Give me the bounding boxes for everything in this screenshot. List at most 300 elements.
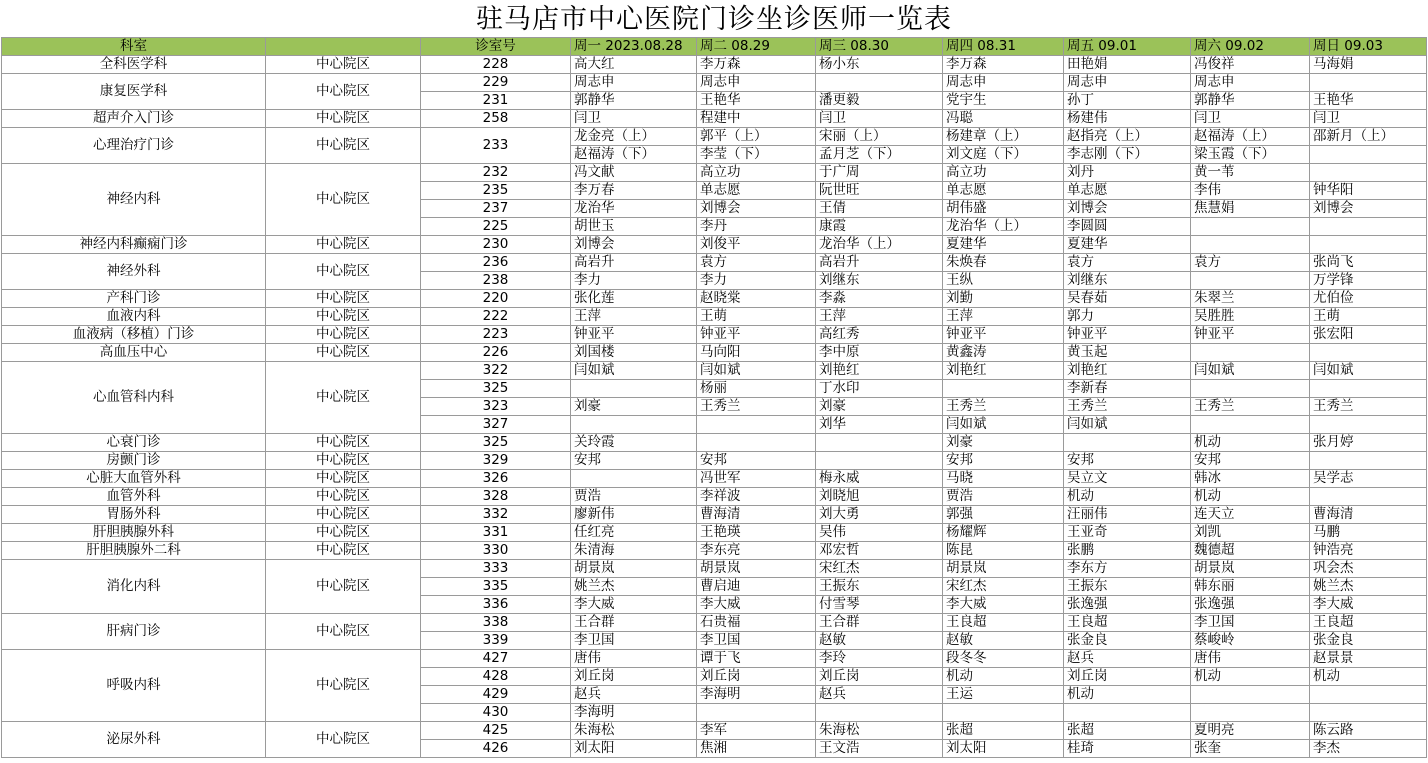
doctor-cell[interactable]: 刘艳红 — [1064, 362, 1191, 380]
campus-cell[interactable]: 中心院区 — [266, 344, 421, 362]
doctor-cell[interactable]: 黄鑫涛 — [943, 344, 1064, 362]
department-cell[interactable]: 神经内科癫痫门诊 — [2, 236, 266, 254]
doctor-cell[interactable]: 陈云路 — [1310, 722, 1427, 740]
doctor-cell[interactable]: 吴学志 — [1310, 470, 1427, 488]
doctor-cell[interactable]: 马晓 — [943, 470, 1064, 488]
department-cell[interactable]: 全科医学科 — [2, 56, 266, 74]
doctor-cell[interactable]: 闫如斌 — [571, 362, 697, 380]
doctor-cell[interactable]: 关玲霞 — [571, 434, 697, 452]
doctor-cell[interactable]: 周志申 — [1064, 74, 1191, 92]
doctor-cell[interactable] — [816, 704, 943, 722]
doctor-cell[interactable]: 陈昆 — [943, 542, 1064, 560]
campus-cell[interactable]: 中心院区 — [266, 524, 421, 542]
doctor-cell[interactable]: 李大威 — [1310, 596, 1427, 614]
doctor-cell[interactable]: 李东方 — [1064, 560, 1191, 578]
doctor-cell[interactable]: 李海明 — [697, 686, 816, 704]
doctor-cell[interactable]: 唐伟 — [1191, 650, 1310, 668]
room-cell[interactable]: 425 — [421, 722, 571, 740]
doctor-cell[interactable] — [1064, 434, 1191, 452]
doctor-cell[interactable] — [1191, 218, 1310, 236]
doctor-cell[interactable]: 赵晓棠 — [697, 290, 816, 308]
doctor-cell[interactable] — [1191, 704, 1310, 722]
doctor-cell[interactable]: 高岩升 — [816, 254, 943, 272]
doctor-cell[interactable]: 刘继东 — [1064, 272, 1191, 290]
doctor-cell[interactable]: 马海娟 — [1310, 56, 1427, 74]
doctor-cell[interactable]: 韩东丽 — [1191, 578, 1310, 596]
doctor-cell[interactable]: 段冬冬 — [943, 650, 1064, 668]
department-cell[interactable]: 房颤门诊 — [2, 452, 266, 470]
doctor-cell[interactable]: 李卫国 — [697, 632, 816, 650]
header-cell[interactable]: 周三 08.30 — [816, 38, 943, 56]
doctor-cell[interactable]: 王振东 — [816, 578, 943, 596]
doctor-cell[interactable]: 刘丘岗 — [571, 668, 697, 686]
doctor-cell[interactable]: 黄一苇 — [1191, 164, 1310, 182]
doctor-cell[interactable]: 赵指亮（上） — [1064, 128, 1191, 146]
doctor-cell[interactable] — [1310, 686, 1427, 704]
doctor-cell[interactable] — [1310, 704, 1427, 722]
doctor-cell[interactable]: 万学锋 — [1310, 272, 1427, 290]
doctor-cell[interactable]: 安邦 — [1064, 452, 1191, 470]
room-cell[interactable]: 430 — [421, 704, 571, 722]
doctor-cell[interactable]: 龙金亮（上） — [571, 128, 697, 146]
doctor-cell[interactable]: 赵兵 — [571, 686, 697, 704]
campus-cell[interactable]: 中心院区 — [266, 308, 421, 326]
doctor-cell[interactable]: 张月婷 — [1310, 434, 1427, 452]
doctor-cell[interactable]: 赵福涛（上） — [1191, 128, 1310, 146]
doctor-cell[interactable] — [1310, 380, 1427, 398]
doctor-cell[interactable]: 谭于飞 — [697, 650, 816, 668]
doctor-cell[interactable]: 李玲 — [816, 650, 943, 668]
doctor-cell[interactable]: 王萍 — [943, 308, 1064, 326]
doctor-cell[interactable]: 李万森 — [697, 56, 816, 74]
doctor-cell[interactable]: 田艳娟 — [1064, 56, 1191, 74]
doctor-cell[interactable]: 刘国楼 — [571, 344, 697, 362]
doctor-cell[interactable]: 曹启迪 — [697, 578, 816, 596]
doctor-cell[interactable]: 赵兵 — [816, 686, 943, 704]
department-cell[interactable]: 胃肠外科 — [2, 506, 266, 524]
department-cell[interactable]: 超声介入门诊 — [2, 110, 266, 128]
doctor-cell[interactable]: 王秀兰 — [1064, 398, 1191, 416]
doctor-cell[interactable]: 胡景岚 — [943, 560, 1064, 578]
doctor-cell[interactable]: 王运 — [943, 686, 1064, 704]
doctor-cell[interactable]: 梅永威 — [816, 470, 943, 488]
doctor-cell[interactable] — [816, 74, 943, 92]
doctor-cell[interactable] — [1310, 236, 1427, 254]
doctor-cell[interactable]: 党宇生 — [943, 92, 1064, 110]
department-cell[interactable]: 血管外科 — [2, 488, 266, 506]
department-cell[interactable]: 神经外科 — [2, 254, 266, 290]
campus-cell[interactable]: 中心院区 — [266, 128, 421, 164]
doctor-cell[interactable]: 张超 — [943, 722, 1064, 740]
doctor-cell[interactable]: 巩会杰 — [1310, 560, 1427, 578]
doctor-cell[interactable]: 邵新月（上） — [1310, 128, 1427, 146]
doctor-cell[interactable] — [697, 434, 816, 452]
room-cell[interactable]: 325 — [421, 434, 571, 452]
doctor-cell[interactable]: 机动 — [1191, 668, 1310, 686]
doctor-cell[interactable] — [1310, 452, 1427, 470]
campus-cell[interactable]: 中心院区 — [266, 488, 421, 506]
doctor-cell[interactable]: 机动 — [1191, 488, 1310, 506]
department-cell[interactable]: 心脏大血管外科 — [2, 470, 266, 488]
doctor-cell[interactable]: 姚兰杰 — [571, 578, 697, 596]
doctor-cell[interactable]: 单志愿 — [697, 182, 816, 200]
doctor-cell[interactable]: 安邦 — [1191, 452, 1310, 470]
doctor-cell[interactable]: 周志申 — [697, 74, 816, 92]
room-cell[interactable]: 426 — [421, 740, 571, 758]
doctor-cell[interactable]: 机动 — [1064, 686, 1191, 704]
doctor-cell[interactable]: 焦慧娟 — [1191, 200, 1310, 218]
room-cell[interactable]: 232 — [421, 164, 571, 182]
room-cell[interactable]: 325 — [421, 380, 571, 398]
room-cell[interactable]: 331 — [421, 524, 571, 542]
doctor-cell[interactable]: 钟亚平 — [571, 326, 697, 344]
room-cell[interactable]: 339 — [421, 632, 571, 650]
room-cell[interactable]: 429 — [421, 686, 571, 704]
campus-cell[interactable]: 中心院区 — [266, 542, 421, 560]
doctor-cell[interactable]: 机动 — [1191, 434, 1310, 452]
doctor-cell[interactable]: 李东亮 — [697, 542, 816, 560]
doctor-cell[interactable]: 宋丽（上） — [816, 128, 943, 146]
doctor-cell[interactable]: 王秀兰 — [1310, 398, 1427, 416]
doctor-cell[interactable]: 李大威 — [697, 596, 816, 614]
doctor-cell[interactable]: 刘勤 — [943, 290, 1064, 308]
doctor-cell[interactable]: 王艳华 — [1310, 92, 1427, 110]
room-cell[interactable]: 237 — [421, 200, 571, 218]
doctor-cell[interactable]: 杨小东 — [816, 56, 943, 74]
doctor-cell[interactable]: 胡伟盛 — [943, 200, 1064, 218]
doctor-cell[interactable]: 连天立 — [1191, 506, 1310, 524]
room-cell[interactable]: 226 — [421, 344, 571, 362]
doctor-cell[interactable]: 曹海清 — [697, 506, 816, 524]
doctor-cell[interactable]: 胡世玉 — [571, 218, 697, 236]
department-cell[interactable]: 肝胆胰腺外科 — [2, 524, 266, 542]
doctor-cell[interactable]: 王秀兰 — [1191, 398, 1310, 416]
doctor-cell[interactable]: 尤伯俭 — [1310, 290, 1427, 308]
doctor-cell[interactable]: 赵福涛（下） — [571, 146, 697, 164]
doctor-cell[interactable]: 李大威 — [571, 596, 697, 614]
doctor-cell[interactable]: 赵敏 — [943, 632, 1064, 650]
header-cell[interactable] — [266, 38, 421, 56]
room-cell[interactable]: 336 — [421, 596, 571, 614]
doctor-cell[interactable]: 高红秀 — [816, 326, 943, 344]
doctor-cell[interactable]: 阮世旺 — [816, 182, 943, 200]
doctor-cell[interactable]: 闫如斌 — [1310, 362, 1427, 380]
doctor-cell[interactable]: 郭静华 — [571, 92, 697, 110]
room-cell[interactable]: 233 — [421, 128, 571, 164]
doctor-cell[interactable]: 刘文庭（下） — [943, 146, 1064, 164]
doctor-cell[interactable]: 冯俊祥 — [1191, 56, 1310, 74]
doctor-cell[interactable] — [816, 452, 943, 470]
room-cell[interactable]: 228 — [421, 56, 571, 74]
doctor-cell[interactable]: 张鹏 — [1064, 542, 1191, 560]
doctor-cell[interactable]: 魏德超 — [1191, 542, 1310, 560]
doctor-cell[interactable]: 刘丘岗 — [816, 668, 943, 686]
doctor-cell[interactable] — [1191, 380, 1310, 398]
doctor-cell[interactable]: 郭强 — [943, 506, 1064, 524]
department-cell[interactable]: 心衰门诊 — [2, 434, 266, 452]
doctor-cell[interactable] — [1310, 74, 1427, 92]
doctor-cell[interactable]: 李志刚（下） — [1064, 146, 1191, 164]
doctor-cell[interactable]: 朱翠兰 — [1191, 290, 1310, 308]
doctor-cell[interactable]: 黄玉起 — [1064, 344, 1191, 362]
doctor-cell[interactable]: 刘大勇 — [816, 506, 943, 524]
doctor-cell[interactable] — [1064, 704, 1191, 722]
doctor-cell[interactable]: 钟亚平 — [1191, 326, 1310, 344]
doctor-cell[interactable]: 李杰 — [1310, 740, 1427, 758]
doctor-cell[interactable]: 周志申 — [1191, 74, 1310, 92]
doctor-cell[interactable]: 刘博会 — [1064, 200, 1191, 218]
doctor-cell[interactable]: 杨建章（上） — [943, 128, 1064, 146]
doctor-cell[interactable]: 姚兰杰 — [1310, 578, 1427, 596]
department-cell[interactable]: 神经内科 — [2, 164, 266, 236]
room-cell[interactable]: 333 — [421, 560, 571, 578]
room-cell[interactable]: 326 — [421, 470, 571, 488]
doctor-cell[interactable]: 朱海松 — [571, 722, 697, 740]
department-cell[interactable]: 呼吸内科 — [2, 650, 266, 722]
doctor-cell[interactable]: 张超 — [1064, 722, 1191, 740]
doctor-cell[interactable] — [1310, 344, 1427, 362]
doctor-cell[interactable]: 闫如斌 — [1191, 362, 1310, 380]
doctor-cell[interactable]: 刘丹 — [1064, 164, 1191, 182]
doctor-cell[interactable]: 王艳华 — [697, 92, 816, 110]
doctor-cell[interactable]: 高岩升 — [571, 254, 697, 272]
doctor-cell[interactable]: 袁方 — [1191, 254, 1310, 272]
doctor-cell[interactable] — [943, 380, 1064, 398]
doctor-cell[interactable]: 单志愿 — [943, 182, 1064, 200]
doctor-cell[interactable]: 石贵福 — [697, 614, 816, 632]
room-cell[interactable]: 323 — [421, 398, 571, 416]
doctor-cell[interactable]: 郭力 — [1064, 308, 1191, 326]
doctor-cell[interactable]: 杨丽 — [697, 380, 816, 398]
doctor-cell[interactable] — [1191, 686, 1310, 704]
doctor-cell[interactable]: 丁水印 — [816, 380, 943, 398]
doctor-cell[interactable]: 李新春 — [1064, 380, 1191, 398]
doctor-cell[interactable]: 郭平（上） — [697, 128, 816, 146]
doctor-cell[interactable]: 王合群 — [816, 614, 943, 632]
doctor-cell[interactable]: 机动 — [1064, 488, 1191, 506]
doctor-cell[interactable]: 刘丘岗 — [1064, 668, 1191, 686]
doctor-cell[interactable] — [1310, 488, 1427, 506]
doctor-cell[interactable] — [697, 416, 816, 434]
doctor-cell[interactable]: 刘太阳 — [571, 740, 697, 758]
doctor-cell[interactable]: 唐伟 — [571, 650, 697, 668]
doctor-cell[interactable]: 张宏阳 — [1310, 326, 1427, 344]
doctor-cell[interactable]: 闫卫 — [816, 110, 943, 128]
doctor-cell[interactable]: 汪丽伟 — [1064, 506, 1191, 524]
doctor-cell[interactable]: 梁玉霞（下） — [1191, 146, 1310, 164]
department-cell[interactable]: 肝胆胰腺外二科 — [2, 542, 266, 560]
room-cell[interactable]: 231 — [421, 92, 571, 110]
doctor-cell[interactable] — [571, 380, 697, 398]
doctor-cell[interactable]: 周志申 — [943, 74, 1064, 92]
department-cell[interactable]: 血液内科 — [2, 308, 266, 326]
campus-cell[interactable]: 中心院区 — [266, 326, 421, 344]
header-cell[interactable]: 周五 09.01 — [1064, 38, 1191, 56]
doctor-cell[interactable]: 冯聪 — [943, 110, 1064, 128]
doctor-cell[interactable]: 刘博会 — [1310, 200, 1427, 218]
doctor-cell[interactable]: 付雪琴 — [816, 596, 943, 614]
doctor-cell[interactable]: 李力 — [697, 272, 816, 290]
department-cell[interactable]: 康复医学科 — [2, 74, 266, 110]
room-cell[interactable]: 332 — [421, 506, 571, 524]
doctor-cell[interactable]: 王亚奇 — [1064, 524, 1191, 542]
doctor-cell[interactable]: 龙治华（上） — [943, 218, 1064, 236]
doctor-cell[interactable]: 李万春 — [571, 182, 697, 200]
doctor-cell[interactable]: 杨建伟 — [1064, 110, 1191, 128]
doctor-cell[interactable]: 李淼 — [816, 290, 943, 308]
doctor-cell[interactable]: 赵兵 — [1064, 650, 1191, 668]
doctor-cell[interactable]: 刘豪 — [816, 398, 943, 416]
room-cell[interactable]: 338 — [421, 614, 571, 632]
doctor-cell[interactable]: 闫如斌 — [943, 416, 1064, 434]
campus-cell[interactable]: 中心院区 — [266, 362, 421, 434]
doctor-cell[interactable]: 李大威 — [943, 596, 1064, 614]
doctor-cell[interactable] — [1310, 164, 1427, 182]
doctor-cell[interactable]: 夏建华 — [1064, 236, 1191, 254]
doctor-cell[interactable]: 胡景岚 — [697, 560, 816, 578]
doctor-cell[interactable]: 刘艳红 — [816, 362, 943, 380]
room-cell[interactable]: 327 — [421, 416, 571, 434]
campus-cell[interactable]: 中心院区 — [266, 236, 421, 254]
room-cell[interactable]: 238 — [421, 272, 571, 290]
department-cell[interactable]: 消化内科 — [2, 560, 266, 614]
doctor-cell[interactable]: 刘豪 — [943, 434, 1064, 452]
campus-cell[interactable]: 中心院区 — [266, 452, 421, 470]
doctor-cell[interactable]: 夏建华 — [943, 236, 1064, 254]
doctor-cell[interactable]: 夏明亮 — [1191, 722, 1310, 740]
doctor-cell[interactable]: 郭静华 — [1191, 92, 1310, 110]
department-cell[interactable]: 心理治疗门诊 — [2, 128, 266, 164]
doctor-cell[interactable]: 杨耀辉 — [943, 524, 1064, 542]
doctor-cell[interactable]: 贾浩 — [571, 488, 697, 506]
doctor-cell[interactable] — [697, 704, 816, 722]
doctor-cell[interactable]: 胡景岚 — [1191, 560, 1310, 578]
doctor-cell[interactable]: 王秀兰 — [943, 398, 1064, 416]
doctor-cell[interactable]: 刘继东 — [816, 272, 943, 290]
department-cell[interactable]: 血液病（移植）门诊 — [2, 326, 266, 344]
doctor-cell[interactable]: 机动 — [943, 668, 1064, 686]
campus-cell[interactable]: 中心院区 — [266, 650, 421, 722]
header-cell[interactable]: 诊室号 — [421, 38, 571, 56]
doctor-cell[interactable]: 张金良 — [1310, 632, 1427, 650]
doctor-cell[interactable] — [1191, 344, 1310, 362]
doctor-cell[interactable]: 张逸强 — [1191, 596, 1310, 614]
doctor-cell[interactable]: 王倩 — [816, 200, 943, 218]
header-cell[interactable]: 周六 09.02 — [1191, 38, 1310, 56]
doctor-cell[interactable]: 焦湘 — [697, 740, 816, 758]
doctor-cell[interactable]: 宋红杰 — [816, 560, 943, 578]
doctor-cell[interactable]: 赵景景 — [1310, 650, 1427, 668]
doctor-cell[interactable]: 廖新伟 — [571, 506, 697, 524]
header-cell[interactable]: 周日 09.03 — [1310, 38, 1427, 56]
doctor-cell[interactable]: 李祥波 — [697, 488, 816, 506]
doctor-cell[interactable]: 刘凯 — [1191, 524, 1310, 542]
doctor-cell[interactable]: 刘豪 — [571, 398, 697, 416]
doctor-cell[interactable]: 王萍 — [571, 308, 697, 326]
room-cell[interactable]: 258 — [421, 110, 571, 128]
doctor-cell[interactable] — [816, 434, 943, 452]
room-cell[interactable]: 335 — [421, 578, 571, 596]
room-cell[interactable]: 328 — [421, 488, 571, 506]
doctor-cell[interactable]: 冯文献 — [571, 164, 697, 182]
room-cell[interactable]: 235 — [421, 182, 571, 200]
department-cell[interactable]: 高血压中心 — [2, 344, 266, 362]
room-cell[interactable]: 428 — [421, 668, 571, 686]
doctor-cell[interactable]: 刘晓旭 — [816, 488, 943, 506]
doctor-cell[interactable]: 钟亚平 — [943, 326, 1064, 344]
doctor-cell[interactable]: 高大红 — [571, 56, 697, 74]
doctor-cell[interactable]: 高立功 — [697, 164, 816, 182]
room-cell[interactable]: 329 — [421, 452, 571, 470]
doctor-cell[interactable]: 闫如斌 — [697, 362, 816, 380]
doctor-cell[interactable]: 朱焕春 — [943, 254, 1064, 272]
doctor-cell[interactable]: 王良超 — [1064, 614, 1191, 632]
doctor-cell[interactable]: 李伟 — [1191, 182, 1310, 200]
department-cell[interactable]: 产科门诊 — [2, 290, 266, 308]
department-cell[interactable]: 心血管科内科 — [2, 362, 266, 434]
doctor-cell[interactable]: 吴伟 — [816, 524, 943, 542]
doctor-cell[interactable] — [1310, 146, 1427, 164]
doctor-cell[interactable]: 王良超 — [943, 614, 1064, 632]
campus-cell[interactable]: 中心院区 — [266, 56, 421, 74]
doctor-cell[interactable]: 任红亮 — [571, 524, 697, 542]
doctor-cell[interactable]: 钟亚平 — [1064, 326, 1191, 344]
doctor-cell[interactable] — [943, 704, 1064, 722]
doctor-cell[interactable]: 钟浩亮 — [1310, 542, 1427, 560]
doctor-cell[interactable]: 王合群 — [571, 614, 697, 632]
doctor-cell[interactable]: 龙治华 — [571, 200, 697, 218]
doctor-cell[interactable]: 刘艳红 — [943, 362, 1064, 380]
campus-cell[interactable]: 中心院区 — [266, 74, 421, 110]
doctor-cell[interactable]: 安邦 — [571, 452, 697, 470]
doctor-cell[interactable]: 张逸强 — [1064, 596, 1191, 614]
doctor-cell[interactable] — [571, 470, 697, 488]
doctor-cell[interactable]: 孙丁 — [1064, 92, 1191, 110]
doctor-cell[interactable]: 曹海清 — [1310, 506, 1427, 524]
doctor-cell[interactable]: 闫如斌 — [1064, 416, 1191, 434]
doctor-cell[interactable]: 潘更毅 — [816, 92, 943, 110]
doctor-cell[interactable]: 安邦 — [943, 452, 1064, 470]
campus-cell[interactable]: 中心院区 — [266, 722, 421, 758]
doctor-cell[interactable]: 胡景岚 — [571, 560, 697, 578]
header-cell[interactable]: 周二 08.29 — [697, 38, 816, 56]
doctor-cell[interactable]: 王萌 — [1310, 308, 1427, 326]
campus-cell[interactable]: 中心院区 — [266, 110, 421, 128]
doctor-cell[interactable]: 吴春茹 — [1064, 290, 1191, 308]
doctor-cell[interactable]: 机动 — [1310, 668, 1427, 686]
doctor-cell[interactable]: 龙治华（上） — [816, 236, 943, 254]
doctor-cell[interactable]: 袁方 — [1064, 254, 1191, 272]
doctor-cell[interactable]: 李中原 — [816, 344, 943, 362]
room-cell[interactable]: 225 — [421, 218, 571, 236]
room-cell[interactable]: 427 — [421, 650, 571, 668]
doctor-cell[interactable]: 刘华 — [816, 416, 943, 434]
campus-cell[interactable]: 中心院区 — [266, 434, 421, 452]
room-cell[interactable]: 223 — [421, 326, 571, 344]
doctor-cell[interactable]: 单志愿 — [1064, 182, 1191, 200]
doctor-cell[interactable]: 王萌 — [697, 308, 816, 326]
doctor-cell[interactable]: 吴立文 — [1064, 470, 1191, 488]
campus-cell[interactable]: 中心院区 — [266, 614, 421, 650]
room-cell[interactable]: 230 — [421, 236, 571, 254]
doctor-cell[interactable]: 桂琦 — [1064, 740, 1191, 758]
doctor-cell[interactable] — [1191, 236, 1310, 254]
doctor-cell[interactable]: 贾浩 — [943, 488, 1064, 506]
doctor-cell[interactable]: 宋红杰 — [943, 578, 1064, 596]
doctor-cell[interactable]: 王良超 — [1310, 614, 1427, 632]
doctor-cell[interactable]: 孟月芝（下） — [816, 146, 943, 164]
campus-cell[interactable]: 中心院区 — [266, 560, 421, 614]
